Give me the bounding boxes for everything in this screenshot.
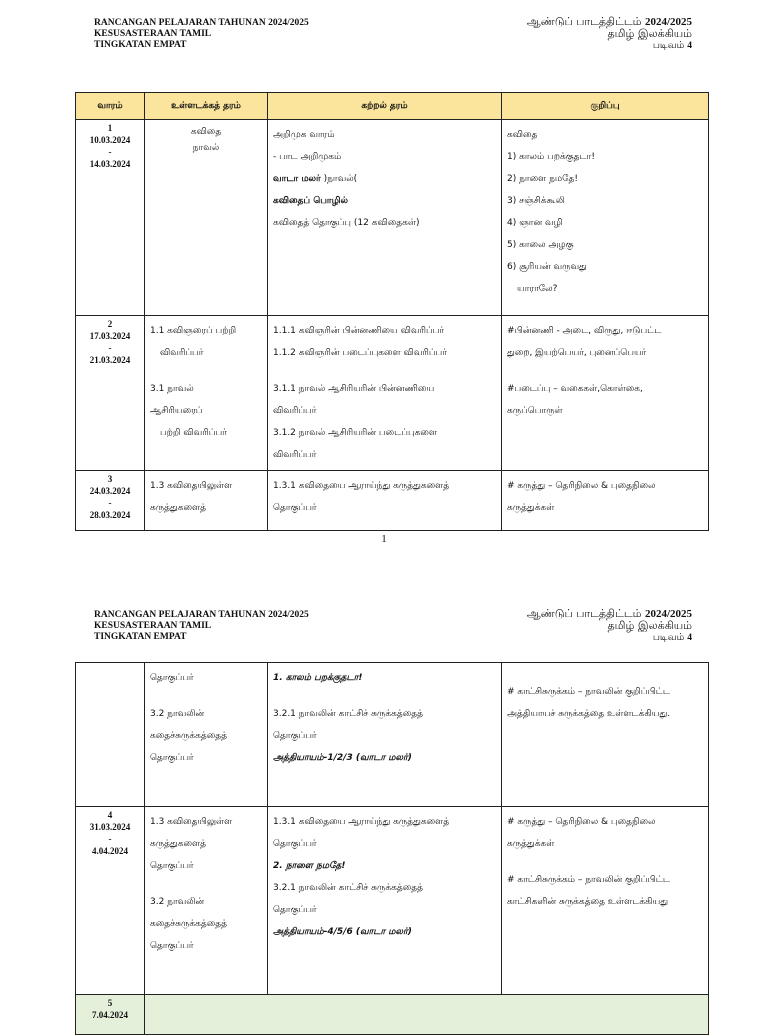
note-line: 6) சூரியன் வருவது — [507, 262, 587, 272]
content-line: 1.3 கவிதையிலுள்ள — [150, 481, 233, 491]
content-line: கருத்துகளைத் — [150, 839, 207, 849]
header-left — [94, 18, 309, 51]
table-row — [76, 471, 709, 531]
content-line: ஆசிரியரைப் — [150, 406, 203, 416]
content-line: கவிதை — [190, 127, 222, 137]
learning-line: விவரிப்பர் — [273, 406, 317, 416]
week-cell — [76, 807, 145, 995]
note-line: கருப்பொருள் — [507, 406, 563, 416]
learning-cell — [268, 316, 502, 471]
content-line: 3.2 நாவலின் — [150, 897, 205, 907]
learning-line: தொகுப்பர் — [273, 731, 317, 741]
week-number: 1 — [107, 123, 113, 133]
learning-cell — [268, 120, 502, 316]
week-end: 4.04.2024 — [92, 846, 128, 856]
header-form-num: 4 — [687, 633, 692, 643]
learning-line: தொகுப்பர் — [273, 905, 317, 915]
lesson-plan-table — [75, 92, 709, 531]
week-end: 28.03.2024 — [89, 510, 131, 520]
content-line: கதைச்சுருக்கத்தைத் — [150, 731, 227, 741]
content-line: 3.2 நாவலின் — [150, 709, 205, 719]
note-line: கருத்துக்கள் — [507, 503, 555, 513]
header-right — [527, 608, 692, 644]
week-start: 10.03.2024 — [89, 135, 131, 145]
note-line: துறை, இயற்பெயர், புனைப்பெயர் — [507, 348, 647, 358]
learning-line: தொகுப்பர் — [273, 839, 317, 849]
learning-line: கவிதைப் பொழில் — [273, 196, 348, 206]
week-cell — [76, 471, 145, 531]
learning-line: 1.1.1 கவிஞரின் பின்னணியை விவரிப்பர் — [273, 326, 445, 336]
content-cell — [145, 807, 268, 995]
learning-line: 1.3.1 கவிதையை ஆராய்ந்து கருத்துகளைத் — [273, 481, 450, 491]
lesson-plan-table-continued — [75, 662, 709, 1035]
note-line: # கருத்து – தெரிநிலை & புதைநிலை — [507, 481, 656, 491]
content-line: தொகுப்பர் — [150, 673, 194, 683]
header-right — [527, 16, 692, 52]
table-row — [76, 663, 709, 807]
header-content-standard: உள்ளடக்கத் தரம் — [145, 93, 268, 120]
content-cell — [145, 120, 268, 316]
header-tamil-title: ஆண்டுப் பாடத்திட்டம் — [526, 607, 642, 620]
header-subject: KESUSASTERAAN TAMIL — [94, 29, 212, 39]
note-line: #படைப்பு – வகைகள்,கொள்கை, — [507, 384, 643, 394]
poem-title: 1. காலம் பறக்குதடா! — [273, 673, 363, 683]
note-line: 1) காலம் பறக்குதடா! — [507, 152, 595, 162]
content-line: கதைச்சுருக்கத்தைத் — [150, 919, 227, 929]
header-learning-standard: கற்றல் தரம் — [268, 93, 502, 120]
header-form-num: 4 — [687, 41, 692, 51]
poem-title: 2. நாளை நமதே! — [273, 861, 346, 871]
week-sep: - — [108, 147, 112, 157]
page-2 — [0, 592, 768, 1024]
learning-line: 3.2.1 நாவலின் காட்சிச் சுருக்கத்தைத் — [273, 883, 423, 893]
week-end: 21.03.2024 — [89, 355, 131, 365]
note-line: # காட்சிசுருக்கம் – நாவலின் குறிப்பிட்ட — [507, 687, 671, 697]
note-line: யாராலே? — [517, 284, 558, 294]
week-number: 5 — [107, 998, 113, 1008]
header-subject: KESUSASTERAAN TAMIL — [94, 621, 212, 631]
header-left — [94, 610, 309, 643]
header-form: TINGKATAN EMPAT — [94, 40, 187, 50]
content-line: 3.1 நாவல் — [150, 384, 194, 394]
learning-cell — [268, 663, 502, 807]
novel-label: )நாவல்( — [323, 174, 358, 184]
week-end: 14.03.2024 — [89, 159, 131, 169]
note-line: கவிதை — [507, 130, 538, 140]
note-line: 4) ஞான வழி — [507, 218, 563, 228]
week-start: 17.03.2024 — [89, 331, 131, 341]
learning-line: 3.2.1 நாவலின் காட்சிச் சுருக்கத்தைத் — [273, 709, 423, 719]
content-cell — [145, 471, 268, 531]
note-line: 2) நாளை நமதே! — [507, 174, 578, 184]
note-line: அத்தியாயச் சுருக்கத்தை உள்ளடக்கியது. — [507, 709, 671, 719]
header-tamil-subject: தமிழ் இலக்கியம் — [607, 27, 692, 40]
week-cell — [76, 316, 145, 471]
content-line: தொகுப்பர் — [150, 753, 194, 763]
notes-cell — [502, 663, 709, 807]
header-tamil-title: ஆண்டுப் பாடத்திட்டம் — [526, 15, 642, 28]
header-plan-title: RANCANGAN PELAJARAN TAHUNAN 2024/2025 — [94, 610, 309, 620]
week-sep: - — [108, 498, 112, 508]
content-line: பற்றி விவரிப்பர் — [160, 428, 227, 438]
content-line: தொகுப்பர் — [150, 941, 194, 951]
note-line: 3) சஞ்சிக்கூலி — [507, 196, 565, 206]
notes-cell — [502, 471, 709, 531]
note-line: # கருத்து – தெரிநிலை & புதைநிலை — [507, 817, 656, 827]
header-notes: குறிப்பு — [502, 93, 709, 120]
learning-line: கவிதைத் தொகுப்பு (12 கவிதைகள்) — [273, 218, 420, 228]
week-number: 4 — [107, 810, 113, 820]
learning-line: - பாட அறிமுகம் — [273, 152, 342, 162]
learning-cell — [268, 471, 502, 531]
header-year: 2024/2025 — [644, 608, 692, 620]
learning-line: 3.1.1 நாவல் ஆசிரியரின் பின்னணியை — [273, 384, 435, 394]
content-cell — [145, 663, 268, 807]
table-row — [76, 995, 709, 1035]
table-row — [76, 316, 709, 471]
content-line: 1.1 கவிஞரைப் பற்றி — [150, 326, 237, 336]
week-cell — [76, 995, 145, 1035]
notes-cell — [502, 807, 709, 995]
content-line: நாவல் — [192, 143, 220, 153]
week-sep: - — [108, 834, 112, 844]
notes-cell — [502, 120, 709, 316]
table-header-row — [76, 93, 709, 120]
learning-line: 1.1.2 கவிஞரின் படைப்புகளை விவரிப்பர் — [273, 348, 447, 358]
week-cell — [76, 120, 145, 316]
content-line: கருத்துகளைத் — [150, 503, 207, 513]
novel-title: வாடா மலர் — [273, 174, 321, 184]
week-start: 31.03.2024 — [89, 822, 131, 832]
week-start: 24.03.2024 — [89, 486, 131, 496]
content-line: 1.3 கவிதையிலுள்ள — [150, 817, 233, 827]
week-start: 7.04.2024 — [92, 1010, 128, 1020]
learning-line: விவரிப்பர் — [273, 450, 317, 460]
note-line: கருத்துக்கள் — [507, 839, 555, 849]
header-tamil-form: படிவம் — [652, 40, 685, 51]
chapter-line: அத்தியாயம்-1/2/3 (வாடா மலர்) — [273, 753, 412, 763]
table-row — [76, 120, 709, 316]
header-week: வாரம் — [76, 93, 145, 120]
week-sep: - — [108, 343, 112, 353]
content-line: தொகுப்பர் — [150, 861, 194, 871]
learning-line: அறிமுக வாரம் — [273, 130, 335, 140]
header-year: 2024/2025 — [644, 16, 692, 28]
learning-line: தொகுப்பர் — [273, 503, 317, 513]
content-line: விவரிப்பர் — [160, 348, 204, 358]
learning-line — [273, 168, 496, 190]
header-form: TINGKATAN EMPAT — [94, 632, 187, 642]
header-plan-title: RANCANGAN PELAJARAN TAHUNAN 2024/2025 — [94, 18, 309, 28]
content-cell — [145, 316, 268, 471]
week-number: 3 — [107, 474, 113, 484]
note-line: #பின்னணி - அடை, விருது, ஈடுபட்ட — [507, 326, 662, 336]
note-line: 5) காலை அழகு — [507, 240, 574, 250]
learning-line: 3.1.2 நாவல் ஆசிரியரின் படைப்புகளை — [273, 428, 438, 438]
notes-cell — [502, 316, 709, 471]
table-row — [76, 807, 709, 995]
week-number: 2 — [107, 319, 113, 329]
header-tamil-subject: தமிழ் இலக்கியம் — [607, 619, 692, 632]
header-tamil-form: படிவம் — [652, 632, 685, 643]
learning-cell — [268, 807, 502, 995]
note-line: காட்சிகளின் சுருக்கத்தை உள்ளடக்கியது — [507, 897, 669, 907]
week-cell — [76, 663, 145, 807]
holiday-cell — [145, 995, 709, 1035]
learning-line: 1.3.1 கவிதையை ஆராய்ந்து கருத்துகளைத் — [273, 817, 450, 827]
chapter-line: அத்தியாயம்-4/5/6 (வாடா மலர்) — [273, 927, 412, 937]
page-number: 1 — [381, 533, 387, 545]
note-line: # காட்சிசுருக்கம் – நாவலின் குறிப்பிட்ட — [507, 875, 671, 885]
